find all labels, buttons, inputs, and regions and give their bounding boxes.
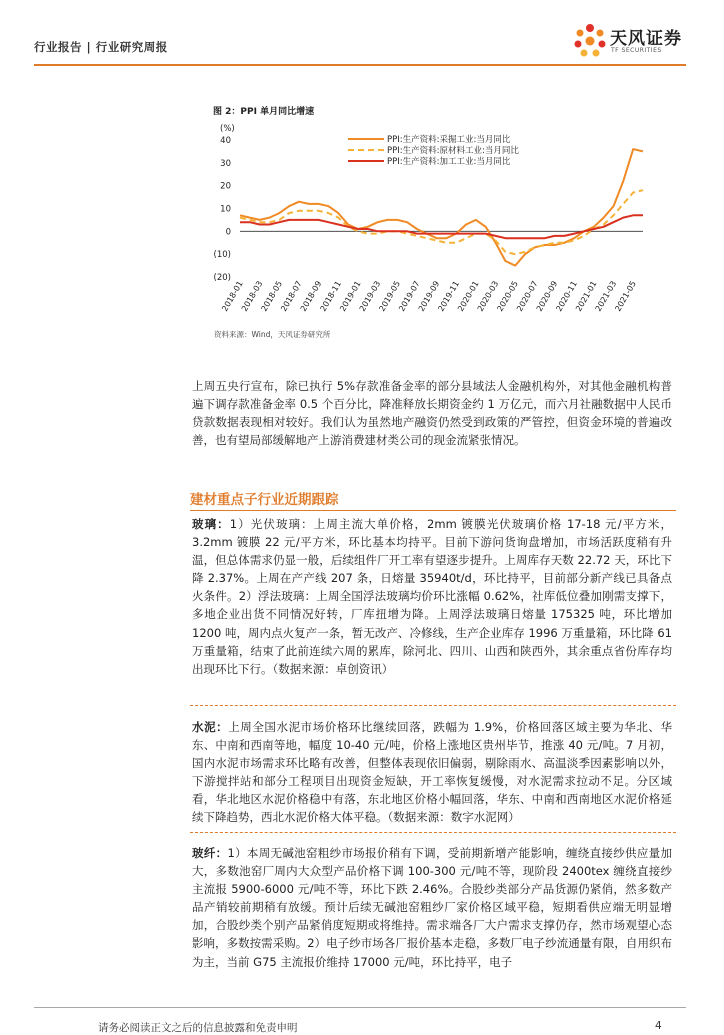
y-tick-label: (10) <box>213 250 231 261</box>
y-tick-label: 10 <box>220 204 231 215</box>
y-tick-label: 40 <box>220 136 231 146</box>
series-line-2 <box>240 190 643 254</box>
cement-paragraph <box>192 718 672 827</box>
x-tick-label: 2021-05 <box>613 279 638 313</box>
footer-divider <box>34 1007 686 1008</box>
header-report-type: 行业报告 | 行业研究周报 <box>34 40 168 54</box>
x-tick-label: 2018-03 <box>239 279 265 313</box>
section-title: 建材重点子行业近期跟踪 <box>190 492 339 508</box>
x-tick-label: 2018-05 <box>259 279 285 313</box>
logo-subtitle: TF SECURITIES <box>611 47 662 54</box>
separator-2 <box>190 832 676 833</box>
section-divider <box>190 510 676 511</box>
legend-label-3: PPI:生产资料:加工工业:当月同比 <box>387 157 511 167</box>
logo-name: 天风证券 <box>610 29 682 49</box>
ppi-line-chart <box>200 118 650 328</box>
cement-text: 上周全国水泥市场价格环比继续回落，跌幅为 1.9%，价格回落区域主要为华北、华东、中南和西南等地，幅度 10-40 元/吨，价格上涨地区贵州毕节，推涨 40 元/吨。7 月初，国内水泥市场需求环比略有改善，但整体表现依旧偏弱，剔除雨水、高温淡季因素影响以外，下游搅拌站和部分工程项目出现资金短缺，开工率恢复缓慢，对水泥需求拉动不足。分区域看，华北地区水泥价格稳中有落，东北地区价格小幅回落，华东、中南和西南地区水泥价格延续下降趋势，西北水泥价格大体平稳。（数据来源：数字水泥网） <box>192 720 673 825</box>
x-tick-label: 2020-01 <box>456 279 481 313</box>
x-tick-label: 2020-05 <box>495 279 520 313</box>
x-tick-label: 2020-07 <box>515 279 540 313</box>
figure-source: 资料来源：Wind，天风证券研究所 <box>214 330 331 339</box>
legend-label-2: PPI:生产资料:原材料工业:当月同比 <box>387 146 519 156</box>
y-tick-label: 20 <box>220 181 231 192</box>
x-tick-label: 2019-09 <box>416 279 442 313</box>
x-tick-label: 2018-07 <box>279 279 304 313</box>
fiber-text: 1）本周无碱池窑粗纱市场报价稍有下调，受前期新增产能影响，缠绕直接纱供应量加大，多数池窑厂周内大众型产品价格下调 100-300 元/吨不等，现阶段 2400tex 缠绕直接纱主流报 5900-6000 元/吨不等，环比下跌 2.46%。合股纱类部分产品货源仍紧俏，然多数产品产销较前期稍有放缓。预计后续无碱池窑粗纱厂家价格区域平稳，短期看供应端无明显增加，合股纱类个别产品紧俏度短期或将维持。需求端各厂大户需求支撑仍存，然市场观望心态影响，多数按需采购。2）电子纱市场各厂报价基本走稳，多数厂电子纱流通量有限，自用织布为主，当前 G75 主流报价维持 17000 元/吨，环比持平，电子 <box>192 846 673 969</box>
x-tick-label: 2020-03 <box>475 279 501 313</box>
cement-keyword: 水泥： <box>192 720 229 734</box>
logo-flower-icon <box>570 20 610 60</box>
x-tick-label: 2018-01 <box>220 279 245 313</box>
x-tick-label: 2021-03 <box>593 279 619 313</box>
figure-title: 图 2：PPI 单月同比增速 <box>213 107 315 117</box>
x-tick-label: 2020-11 <box>554 279 579 313</box>
x-tick-label: 2018-11 <box>318 279 344 313</box>
fiber-paragraph <box>192 844 672 971</box>
company-logo <box>570 20 700 64</box>
page-number: 4 <box>655 1020 662 1032</box>
separator-1 <box>190 705 676 706</box>
x-tick-label: 2019-07 <box>397 279 422 313</box>
x-tick-label: 2020-09 <box>534 279 560 313</box>
x-tick-label: 2019-11 <box>436 279 461 313</box>
header-divider <box>34 64 686 66</box>
footer-disclaimer: 请务必阅读正文之后的信息披露和免责申明 <box>98 1022 298 1034</box>
glass-paragraph <box>192 515 672 678</box>
y-tick-label: 30 <box>220 158 231 169</box>
x-tick-label: 2018-09 <box>298 279 324 313</box>
x-tick-label: 2019-05 <box>377 279 403 313</box>
glass-text: 1）光伏玻璃：上周主流大单价格，2mm 镀膜光伏玻璃价格 17-18 元/平方米，3.2mm 镀膜 22 元/平方米，环比基本均持平。目前下游问货询盘增加，市场活跃度稍有升温，但总体需求仍显一般，后续组件厂开工率有望逐步提升。上周库存天数 22.72 天，环比下降 2.37%。上周在产产线 207 条，日熔量 35940t/d，环比持平，目前部分新产线已具备点火条件。2）浮法玻璃：上周全国浮法玻璃均价环比涨幅 0.62%，社库低位叠加刚需支撑下，多地企业出货不同情况好转，厂库扭增为降。上周浮法玻璃日熔量 175325 吨，环比增加 1200 吨，周内点火复产一条，暂无改产、冷修线，生产企业库存 1996 万重量箱，环比降 61 万重量箱，结束了此前连续六周的累库，除河北、四川、山西和陕西外，其余重点省份库存均出现环比下行。（数据来源：卓创资讯） <box>192 517 673 676</box>
y-tick-label: 0 <box>225 227 231 238</box>
intro-paragraph: 上周五央行宣布，除已执行 5%存款准备金率的部分县域法人金融机构外，对其他金融机构普遍下调存款准备金率 0.5 个百分比，降准释放长期资金约 1 万亿元，而六月社融数据中人民币贷款数据表现相对较好。我们认为虽然地产融资仍然受到政策的严管控，但资金环境的普遍改善，也有望局部缓解地产上游消费建材类公司的现金流紧张情况。 <box>192 379 672 448</box>
x-tick-label: 2019-01 <box>338 279 363 313</box>
y-tick-label: (20) <box>213 273 231 283</box>
legend-label-1: PPI:生产资料:采掘工业:当月同比 <box>387 135 511 145</box>
fiber-keyword: 玻纤： <box>192 846 228 860</box>
x-tick-label: 2019-03 <box>357 279 383 313</box>
series-line-3 <box>240 215 643 238</box>
y-unit-label: (%) <box>220 124 235 134</box>
x-tick-label: 2021-01 <box>574 279 599 313</box>
glass-keyword: 玻璃： <box>192 517 230 531</box>
